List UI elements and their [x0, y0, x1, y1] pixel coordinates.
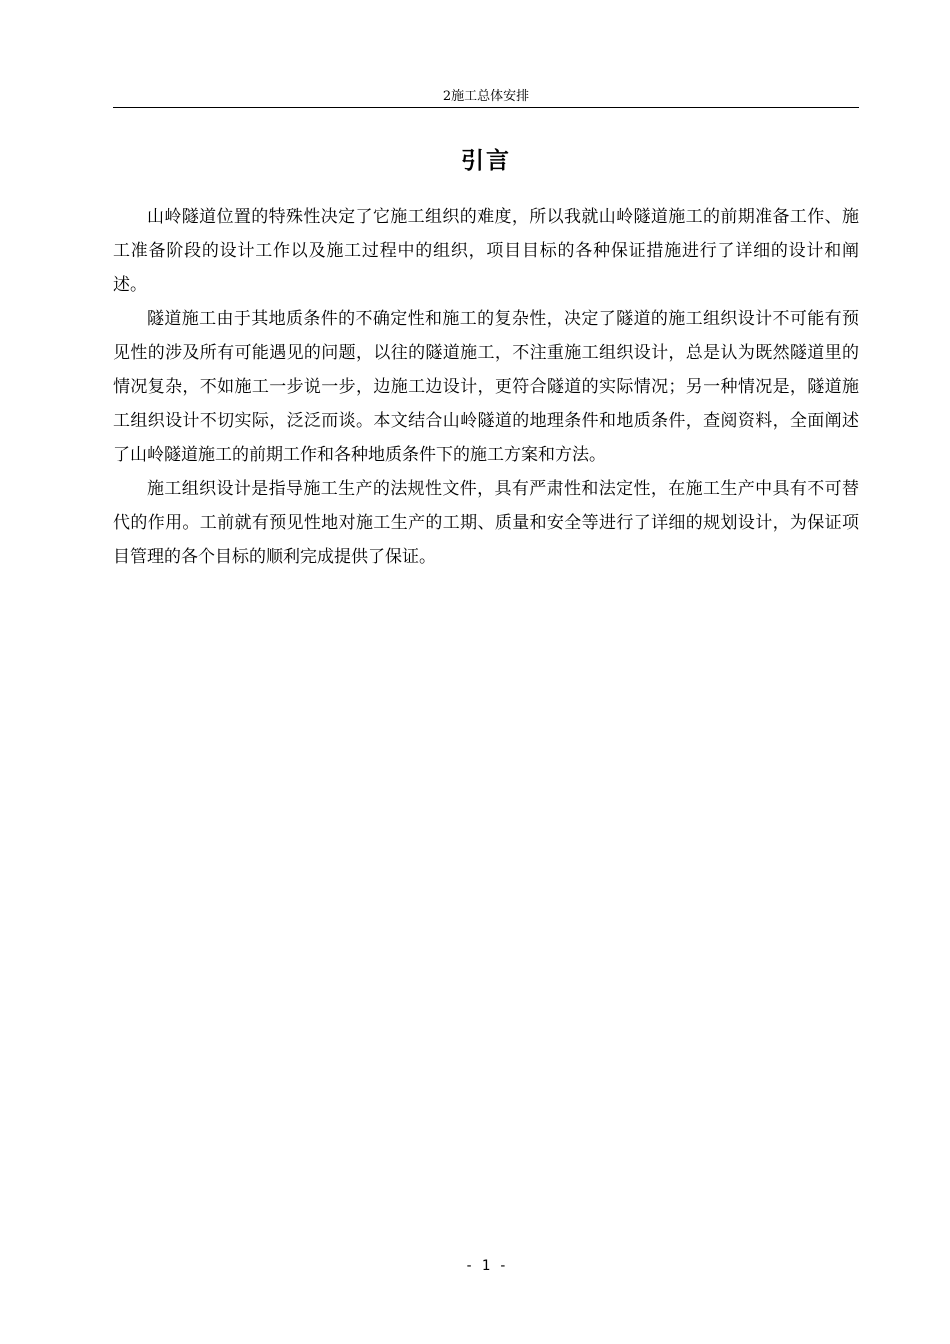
- body-text: [113, 200, 859, 574]
- paragraph-3: 施工组织设计是指导施工生产的法规性文件，具有严肃性和法定性，在施工生产中具有不可替代的作用。工前就有预见性地对施工生产的工期、质量和安全等进行了详细的规划设计，为保证项目管理的各个目标的顺利完成提供了保证。: [113, 479, 859, 567]
- paragraph-2: 隧道施工由于其地质条件的不确定性和施工的复杂性，决定了隧道的施工组织设计不可能有预见性的涉及所有可能遇见的问题，以往的隧道施工，不注重施工组织设计，总是认为既然隧道里的情况复杂，不如施工一步说一步，边施工边设计，更符合隧道的实际情况；另一种情况是，隧道施工组织设计不切实际，泛泛而谈。本文结合山岭隧道的地理条件和地质条件，查阅资料，全面阐述了山岭隧道施工的前期工作和各种地质条件下的施工方案和方法。: [113, 309, 859, 465]
- paragraph-1: 山岭隧道位置的特殊性决定了它施工组织的难度，所以我就山岭隧道施工的前期准备工作、施工准备阶段的设计工作以及施工过程中的组织，项目目标的各种保证措施进行了详细的设计和阐述。: [113, 207, 859, 295]
- running-header: 2施工总体安排: [113, 88, 859, 108]
- page-number: - 1 -: [464, 1258, 508, 1274]
- page-title: 引言: [461, 148, 511, 174]
